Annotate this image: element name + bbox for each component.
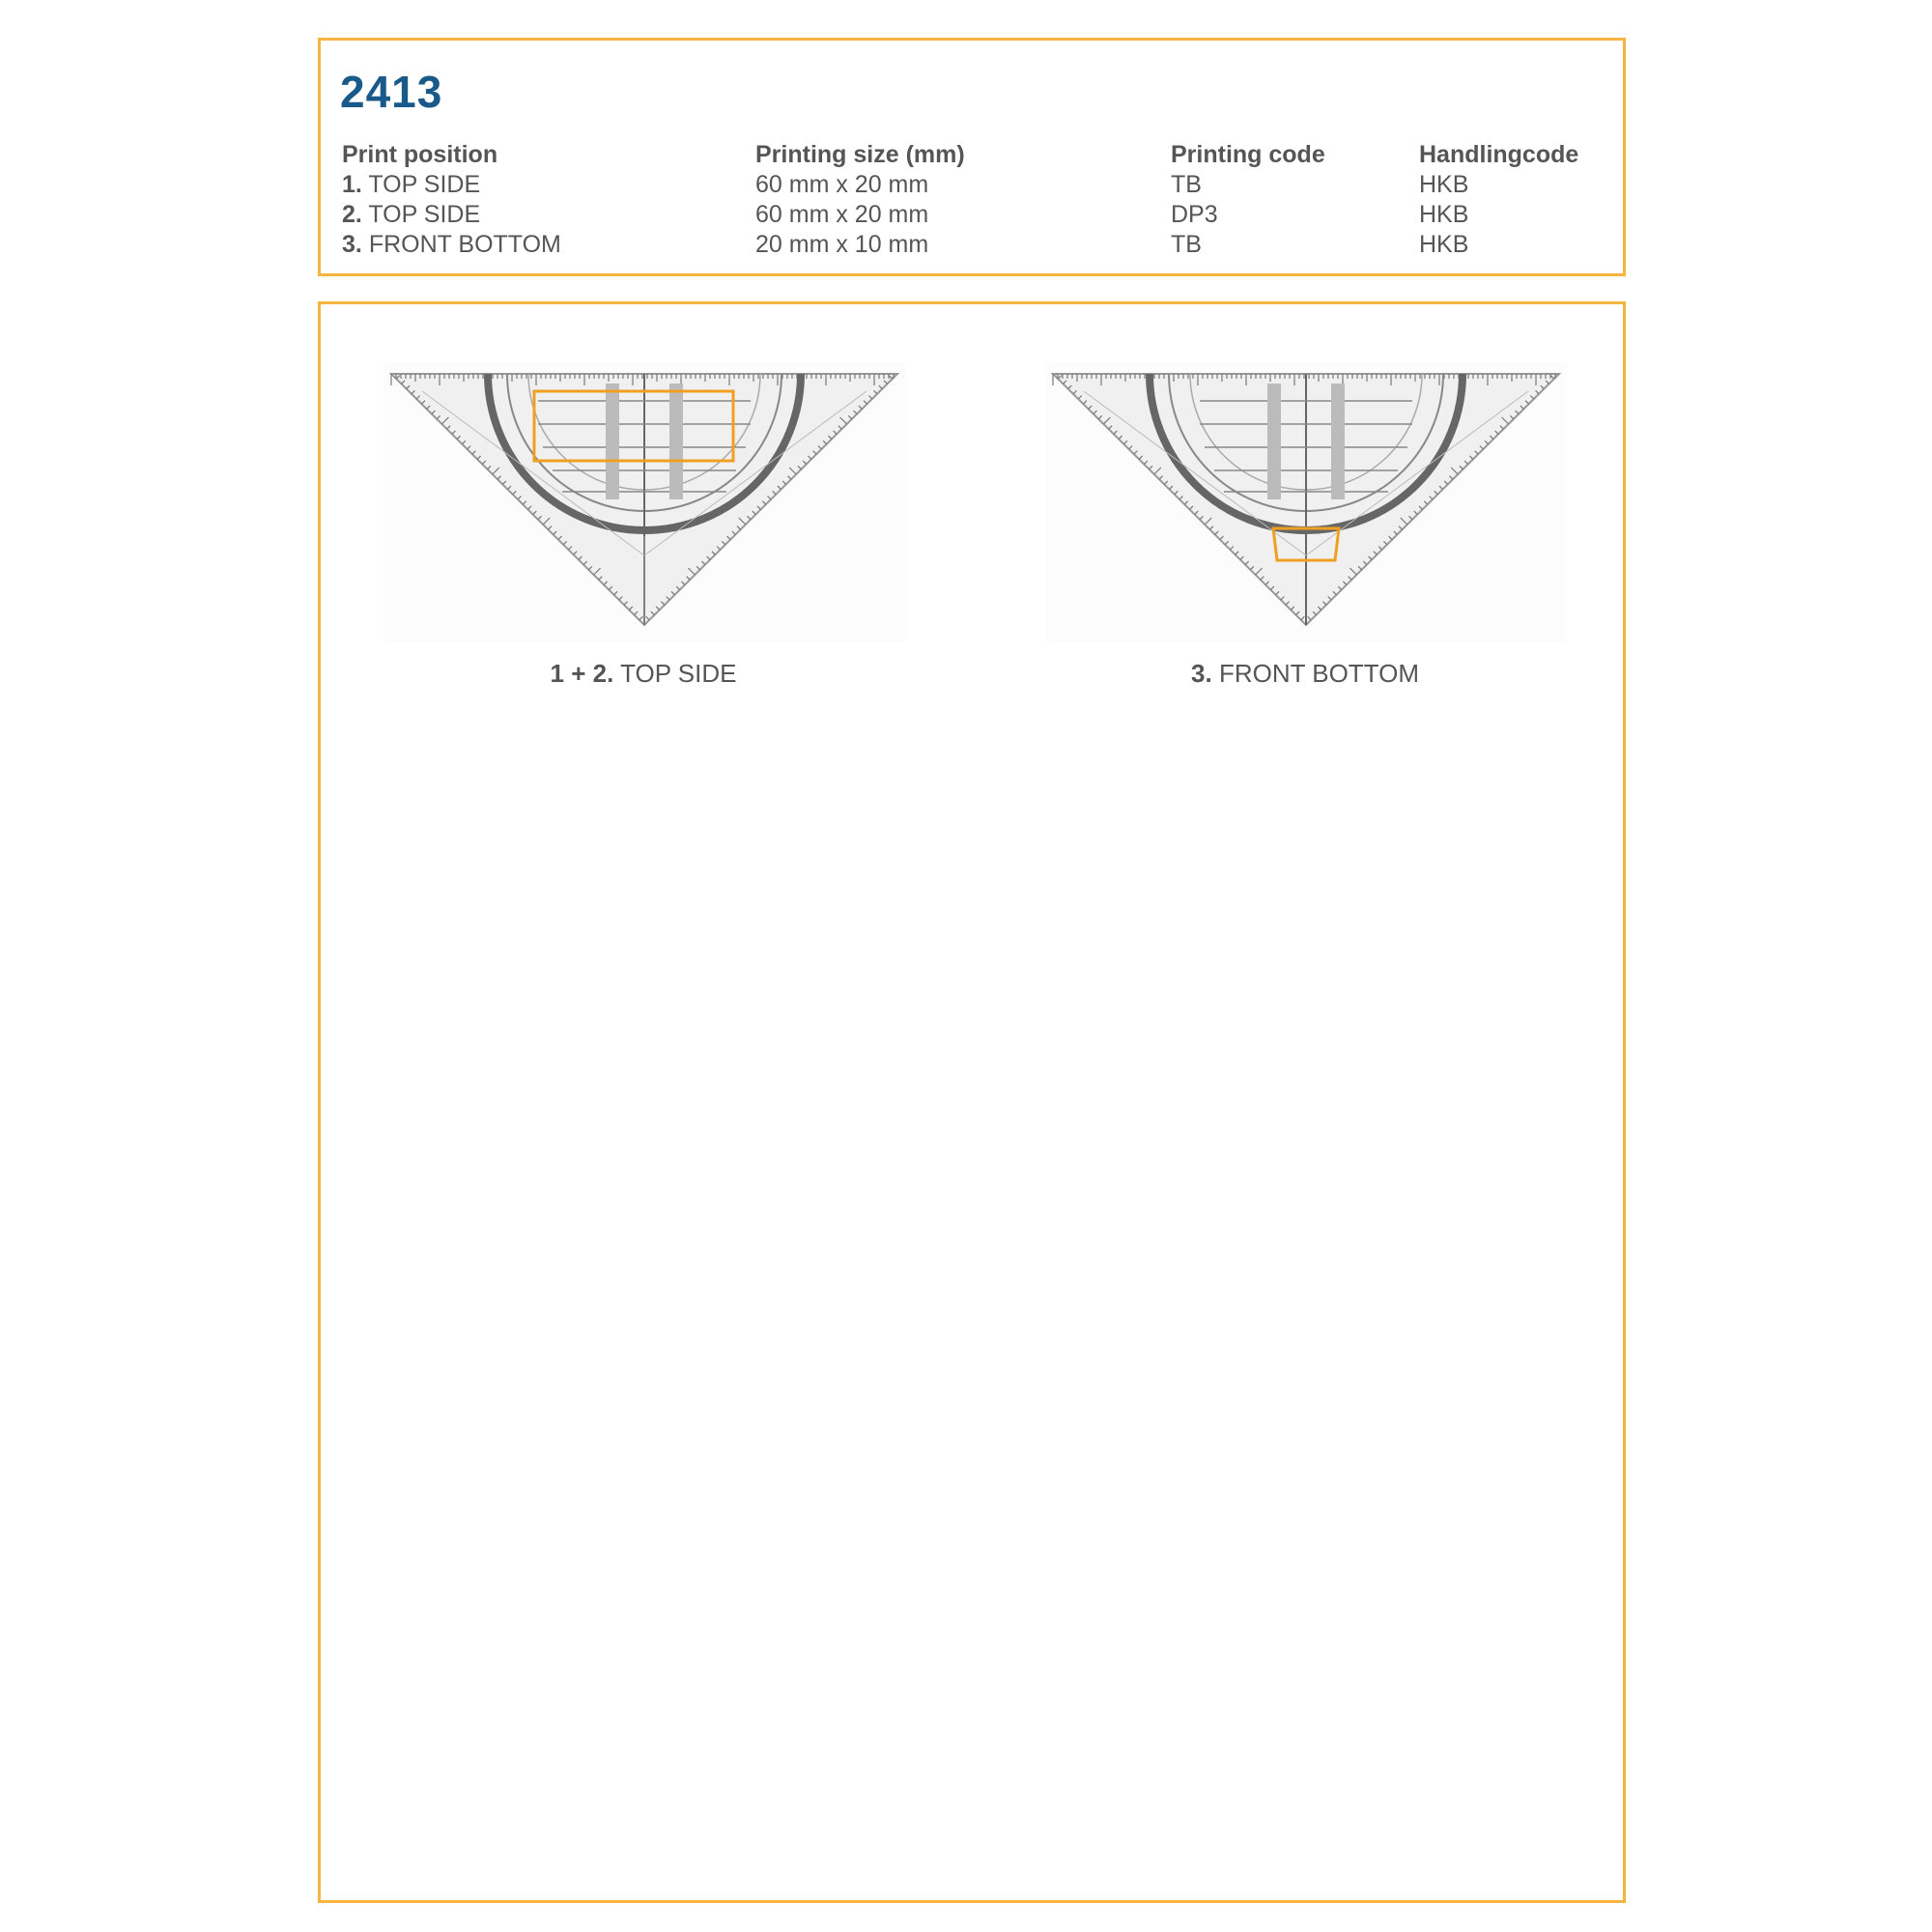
- header-print-position: Print position: [342, 141, 498, 168]
- column-printing-code: [1171, 140, 1325, 260]
- cell-handling: HKB: [1419, 201, 1469, 228]
- cell-position: TOP SIDE: [368, 171, 481, 198]
- product-image-box: [318, 301, 1626, 1903]
- cell-code: TB: [1171, 231, 1202, 258]
- cell-size: 60 mm x 20 mm: [755, 201, 929, 228]
- row-number: 3.: [342, 231, 362, 258]
- cell-size: 60 mm x 20 mm: [755, 171, 929, 198]
- cell-code: DP3: [1171, 201, 1218, 228]
- caption-text: TOP SIDE: [620, 659, 737, 688]
- column-handlingcode: [1419, 140, 1578, 260]
- caption-number: 1 + 2.: [550, 659, 614, 688]
- table-row: [342, 230, 561, 260]
- article-number: 2413: [340, 67, 443, 117]
- cell-position: TOP SIDE: [368, 201, 481, 228]
- cell-handling: HKB: [1419, 171, 1469, 198]
- triangle-ruler-drawing: [1045, 362, 1567, 642]
- figure-caption-2: [1191, 659, 1419, 689]
- cell-code: TB: [1171, 171, 1202, 198]
- header-box: [318, 38, 1626, 276]
- table-row: [342, 200, 561, 230]
- triangle-ruler-drawing: [384, 362, 905, 642]
- cell-handling: HKB: [1419, 231, 1469, 258]
- caption-number: 3.: [1191, 659, 1212, 688]
- header-handlingcode: Handlingcode: [1419, 141, 1579, 168]
- row-number: 1.: [342, 171, 362, 198]
- column-printing-size: [755, 140, 965, 260]
- header-printing-code: Printing code: [1171, 141, 1325, 168]
- triangle-ruler-front-image: [1045, 362, 1567, 642]
- figure-caption-1: [551, 659, 737, 689]
- cell-size: 20 mm x 10 mm: [755, 231, 929, 258]
- caption-text: FRONT BOTTOM: [1218, 659, 1419, 688]
- triangle-ruler-top-image: [384, 362, 905, 642]
- row-number: 2.: [342, 201, 362, 228]
- cell-position: FRONT BOTTOM: [368, 231, 561, 258]
- table-row: [342, 170, 561, 200]
- column-print-position: [342, 140, 561, 260]
- header-printing-size: Printing size (mm): [755, 141, 965, 168]
